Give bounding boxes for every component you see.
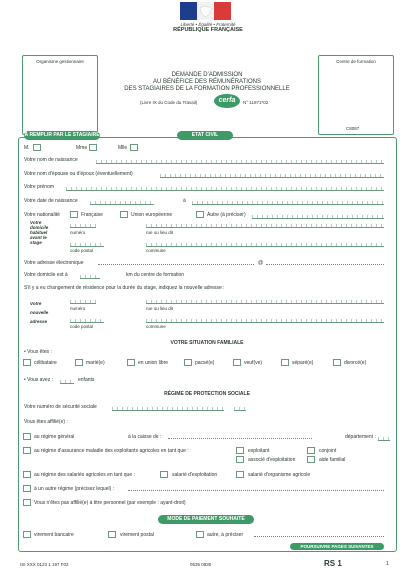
status-widowed-checkbox[interactable] [233, 359, 241, 366]
regime-salaried-checkbox[interactable] [23, 471, 31, 478]
center-label: Centre de formation [336, 59, 376, 64]
children-count-field[interactable] [60, 377, 74, 384]
ssn-field[interactable] [112, 404, 224, 411]
new-postcode-field[interactable] [70, 316, 104, 323]
ssn-label: Votre numéro de sécurité sociale [24, 404, 97, 410]
status-widowed-label: veuf(ve) [244, 360, 263, 366]
nationality-eu-checkbox[interactable] [120, 211, 128, 218]
caisse-field[interactable] [168, 438, 312, 439]
nationality-french-label: Française [81, 212, 103, 218]
org-label: Organisme gestionnaire [36, 59, 84, 64]
regime-other-field[interactable] [128, 490, 384, 491]
center-box [318, 55, 394, 135]
not-affiliated-label: Vous n'êtes pas affilié(e) à titre personnel (par exemple : ayant-droit) [34, 500, 186, 506]
distance-field[interactable] [80, 272, 100, 279]
first-name-field[interactable] [66, 184, 384, 191]
regime-nonsalaried-label: au régime d'assurance maladie des exploitants agricoles en tant que : [34, 448, 189, 454]
center-code: C8087 [346, 126, 360, 131]
residence-street-label: rue ou lieu dit [146, 230, 174, 235]
not-affiliated-checkbox[interactable] [23, 499, 31, 506]
motto: Liberté • Égalité • Fraternité [180, 22, 236, 27]
residence-street-field[interactable] [146, 221, 384, 228]
distance-label: Votre domicile est à [24, 272, 68, 278]
form-date-code: 0535 0830 [190, 562, 212, 567]
residence-commune-label: commune [146, 248, 166, 253]
new-street-label: rue ou lieu dit [146, 306, 174, 311]
exploitant-label: exploitant [248, 448, 270, 454]
status-married-checkbox[interactable] [75, 359, 83, 366]
status-union-label: en union libre [138, 360, 169, 366]
family-status-label: • Vous êtes : [24, 349, 52, 355]
civil-section-pill: ETAT CIVIL [177, 131, 233, 140]
email-domain-field[interactable] [266, 264, 384, 265]
children-unit-label: enfants [78, 377, 95, 383]
continue-banner: POURSUIVRE PAGES SUIVANTES [290, 543, 384, 550]
first-name-label: Votre prénom [24, 184, 55, 190]
form-reference: ISI XXX 0123 1 197 F02 [20, 562, 69, 567]
regime-general-label: au régime général [34, 434, 75, 440]
birth-date-field[interactable] [90, 198, 154, 205]
salarie-exploitation-label: salarié d'exploitation [172, 472, 218, 478]
nationality-label: Votre nationalité [24, 212, 60, 218]
conjoint-checkbox[interactable] [307, 447, 315, 454]
birth-date-label: Votre date de naissance [24, 198, 78, 204]
page-number: 1 [386, 561, 389, 567]
payment-other-label: autre, à préciser [207, 532, 244, 538]
regime-other-label: à un autre régime (précisez lequel) : [34, 486, 115, 492]
children-label: • Vous avez : [24, 377, 53, 383]
civility-mlle-checkbox[interactable] [130, 144, 138, 151]
email-user-field[interactable] [98, 264, 254, 265]
payment-other-field[interactable] [254, 536, 384, 537]
civility-mlle-label: Mlle [118, 145, 128, 151]
email-label: Votre adresse électronique [24, 260, 84, 266]
title-line-2: AU BÉNÉFICE DES RÉMUNÉRATIONS [153, 79, 261, 85]
civility-m-checkbox[interactable] [33, 144, 41, 151]
payment-other-checkbox[interactable] [196, 531, 204, 538]
status-separated-checkbox[interactable] [281, 359, 289, 366]
payment-bank-checkbox[interactable] [23, 531, 31, 538]
email-at-sign: @ [258, 260, 264, 266]
nationality-french-checkbox[interactable] [70, 211, 78, 218]
caisse-label: à la caisse de : [128, 434, 162, 440]
regime-general-checkbox[interactable] [23, 433, 31, 440]
residence-number-label: numéro [70, 230, 86, 235]
trainee-section-pill: À REMPLIR PAR LE STAGIAIRE [24, 132, 100, 138]
status-single-label: célibataire [34, 360, 57, 366]
distance-unit-label: km du centre de formation [126, 272, 185, 278]
ssn-key-field[interactable] [234, 404, 246, 411]
change-address-note: S'il y a eu changement de résidence pour la durée du stage, indiquez la nouvelle adresse : [24, 285, 225, 291]
associe-checkbox[interactable] [236, 456, 244, 463]
spouse-name-label: Votre nom d'épouse ou d'époux (éventuellement) [24, 171, 133, 177]
new-number-field[interactable] [70, 297, 96, 304]
birth-name-field[interactable] [96, 157, 384, 164]
republic-label: RÉPUBLIQUE FRANÇAISE [173, 27, 243, 33]
payment-bank-label: virement bancaire [34, 532, 74, 538]
regime-nonsalaried-checkbox[interactable] [23, 447, 31, 454]
status-divorced-checkbox[interactable] [333, 359, 341, 366]
payment-postal-checkbox[interactable] [108, 531, 116, 538]
civility-mme-label: Mme [76, 145, 88, 151]
new-address-label: Votre nouvelle adresse [30, 301, 49, 324]
birth-name-label: Votre nom de naissance [24, 157, 78, 163]
new-commune-label: commune [146, 324, 166, 329]
social-section-title: RÉGIME DE PROTECTION SOCIALE [164, 391, 250, 397]
department-label: département : [345, 434, 376, 440]
cerfa-number: N° 11971*02 [243, 100, 269, 105]
payment-postal-label: virement postal [120, 532, 154, 538]
status-pacs-checkbox[interactable] [184, 359, 192, 366]
birthplace-label: à [183, 198, 186, 204]
salarie-organisme-label: salarié d'organisme agricole [248, 472, 311, 478]
affiliated-label: Vous êtes affilié(e) : [24, 419, 68, 425]
title-line-3: DES STAGIAIRES DE LA FORMATION PROFESSIONNELLE [124, 86, 290, 92]
status-union-checkbox[interactable] [127, 359, 135, 366]
new-street-field[interactable] [146, 297, 384, 304]
regime-other-checkbox[interactable] [23, 485, 31, 492]
new-postcode-label: code postal [70, 324, 94, 329]
aide-familial-checkbox[interactable] [307, 456, 315, 463]
nationality-eu-label: Union européenne [131, 212, 173, 218]
residence-commune-field[interactable] [146, 240, 384, 247]
family-section-title: VOTRE SITUATION FAMILIALE [170, 340, 244, 346]
title-line-1: DEMANDE D'ADMISSION [171, 72, 243, 78]
status-divorced-label: divorcé(e) [344, 360, 367, 366]
salarie-organisme-checkbox[interactable] [236, 471, 244, 478]
new-number-label: numéro [70, 306, 86, 311]
status-separated-label: séparé(e) [292, 360, 314, 366]
status-pacs-label: pacsé(e) [195, 360, 215, 366]
law-reference: (Livre IX du Code du Travail) [140, 100, 198, 105]
status-married-label: marié(e) [86, 360, 105, 366]
residence-postcode-label: code postal [70, 248, 94, 253]
civility-mme-checkbox[interactable] [89, 144, 97, 151]
exploitant-checkbox[interactable] [236, 447, 244, 454]
civility-m-label: M. [24, 145, 30, 151]
new-commune-field[interactable] [146, 316, 384, 323]
nationality-other-field[interactable] [252, 212, 384, 219]
nationality-other-checkbox[interactable] [196, 211, 204, 218]
department-field[interactable] [378, 434, 390, 441]
form-title [100, 72, 314, 93]
birthplace-field[interactable] [192, 198, 384, 205]
spouse-name-field[interactable] [160, 171, 384, 178]
associe-label: associé d'exploitation [248, 457, 296, 463]
regime-salaried-label: au régime des salariés agricoles en tant que : [34, 472, 135, 478]
salarie-exploitation-checkbox[interactable] [160, 471, 168, 478]
residence-label: Votre domicile habituel avant le stage [30, 220, 49, 245]
form-code: RS 1 [324, 559, 342, 568]
nationality-other-label: Autre (à préciser) [207, 212, 246, 218]
residence-postcode-field[interactable] [70, 240, 104, 247]
conjoint-label: conjoint [319, 448, 337, 454]
status-single-checkbox[interactable] [23, 359, 31, 366]
aide-familial-label: aide familial [319, 457, 346, 463]
payment-section-pill: MODE DE PAIEMENT SOUHAITÉ [158, 515, 254, 524]
org-box [22, 55, 98, 135]
cerfa-logo: cerfa [214, 94, 240, 108]
residence-number-field[interactable] [70, 221, 96, 228]
